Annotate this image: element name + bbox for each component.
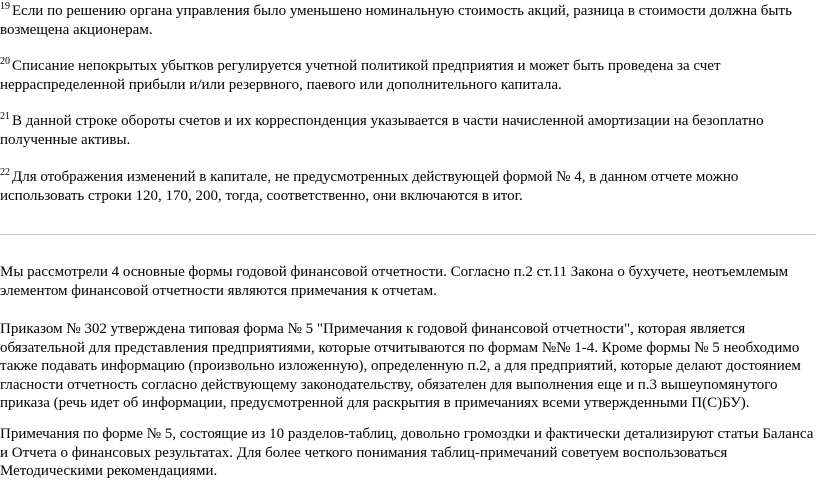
body-paragraph-2: Приказом № 302 утверждена типовая форма № 5 "Примечания к годовой финансовой отчетности", которая является обязательной для представления предприятиями, которые отчитываются по формам №№ 1-4. Кроме формы № 5 необходимо также подавать информацию (произвольно изложенную), определенную п.2, а для предприятий, которые делают достоянием гласности отчетность согласно действующему законодательству, обязателен для выполнения еще и п.3 вышеупомянутого приказа (речь идет об информации, предусмотренной для раскрытия в примечаниях всеми утвержденными П(С)БУ). — [0, 321, 801, 411]
body-paragraph-3: Примечания по форме № 5, состоящие из 10 разделов-таблиц, довольно громоздки и фактически детализируют статьи Баланса и Отчета о финансовых результатах. Для более четкого понимания таблиц-примечаний советуем воспользоваться Методическими рекомендациями. — [0, 426, 814, 479]
footnote-20 — [0, 57, 812, 94]
footnote-text: В данной строке обороты счетов и их корреспонденция указывается в части начисленной амортизации на безоплатно полученные активы. — [0, 113, 764, 148]
footnote-text: Списание непокрытых убытков регулируется учетной политикой предприятия и может быть проведена за счет нерраспределенной прибыли и/или резервного, паевого или дополнительного капитала. — [0, 58, 721, 93]
footnote-number: 20 — [0, 56, 10, 67]
footnote-21 — [0, 112, 812, 149]
footnote-number: 22 — [0, 167, 10, 178]
body-paragraph-1: Мы рассмотрели 4 основные формы годовой финансовой отчетности. Согласно п.2 ст.11 Закона о бухучете, неотъемлемым элементом финансовой отчетности являются примечания к отчетам. — [0, 264, 789, 299]
footnote-number: 21 — [0, 111, 10, 122]
footnote-text: Если по решению органа управления было уменьшено номинальную стоимость акций, разница в стоимости должна быть возмещена акционерам. — [0, 3, 792, 38]
footnote-22 — [0, 168, 812, 205]
footnote-text: Для отображения изменений в капитале, не предусмотренных действующей формой № 4, в данном отчете можно использовать строки 120, 170, 200, тогда, соответственно, они включаются в итог. — [0, 169, 739, 204]
footnote-separator — [0, 234, 816, 235]
footnote-19 — [0, 2, 812, 39]
footnote-number: 19 — [0, 1, 10, 12]
